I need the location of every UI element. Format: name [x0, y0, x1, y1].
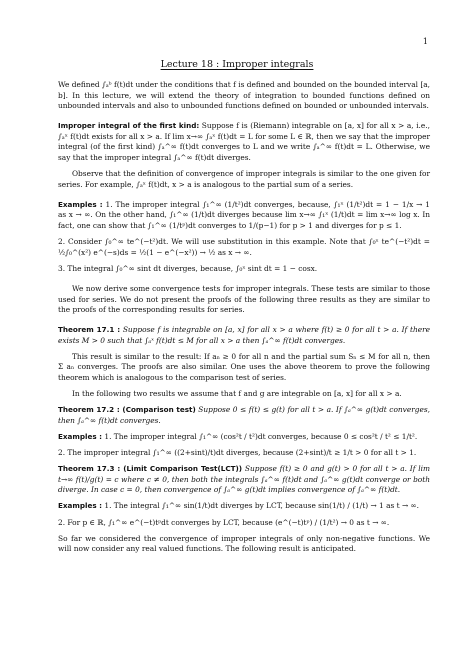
examples-heading-2: Examples : [58, 431, 103, 441]
definition-heading: Improper integral of the first kind: [58, 121, 200, 131]
theorem-17-2 [58, 405, 430, 426]
examples-heading: Examples : [58, 199, 103, 209]
theorem-17-2-heading: Theorem 17.2 : (Comparison test) [58, 405, 196, 415]
example-1-text: 1. The improper integral ∫₁^∞ (1/t²)dt converges, because, ∫₁ˣ (1/t²)dt = 1 − 1/x → 1 as x → ∞. On the other hand, ∫₁^∞ (1/t)dt diverges because lim x→∞ ∫₁ˣ (1/t)dt = lim x→∞ log x. In fact, one can show that ∫₁^∞ (1/tᵖ)dt converges to 1/(p−1) for p > 1 and diverges for p ≤ 1. [58, 199, 430, 231]
tests-paragraph: We now derive some convergence tests for improper integrals. These tests are similar to those used for series. We do not present the proofs of the following three results as they are similar to the proofs of the corresponding results for series. [58, 283, 430, 315]
theorem-17-3 [58, 464, 430, 496]
definition-first-kind [58, 121, 430, 163]
theorem-17-1 [58, 325, 430, 346]
theorem-17-3-text: Suppose f(t) ≥ 0 and g(t) > 0 for all t > a. If lim t→∞ f(t)/g(t) = c where c ≠ 0, then both the integrals ∫ₐ^∞ f(t)dt and ∫ₐ^∞ g(t)dt converge or both diverge. In case c = 0, then convergence of ∫ₐ^∞ g(t)dt implies convergence of ∫ₐ^∞ f(t)dt. [58, 464, 431, 495]
lecture-title-text: Lecture 18 : Improper integrals [160, 59, 314, 70]
intro-paragraph: We defined ∫ₐᵇ f(t)dt under the conditions that f is defined and bounded on the bounded interval [a, b]. In this lecture, we will extend the theory of integration to bounded functions defined on unbounded intervals and also to unbounded functions defined on bounded or unbounded intervals. [58, 80, 430, 111]
example-lct-2: 2. For p ∈ ℝ, ∫₁^∞ e^(−t)tᵖdt converges by LCT, because (e^(−t)tᵖ) / (1/t²) → 0 as t → ∞. [58, 517, 390, 527]
lecture-body [58, 80, 430, 560]
example-3: 3. The integral ∫₀^∞ sint dt diverges, because, ∫₀ˣ sint dt = 1 − cosx. [58, 263, 318, 273]
example-2: 2. Consider ∫₀^∞ te^(−t²)dt. We will use substitution in this example. Note that ∫₀ˣ te^(−t²)dt = ½∫₀^(x²) e^(−s)ds = ½(1 − e^(−x²)) → ½ as x → ∞. [58, 237, 430, 257]
assumption-paragraph: In the following two results we assume that f and g are integrable on [a, x] for all x > a. [72, 389, 402, 399]
page-number: 1 [422, 37, 428, 46]
observation-paragraph: Observe that the definition of convergence of improper integrals is similar to the one given for series. For example, ∫ₐˣ f(t)dt, x > a is analogous to the partial sum of a series. [58, 169, 430, 189]
example-comparison-2: 2. The improper integral ∫₁^∞ ((2+sint)/t)dt diverges, because (2+sint)/t ≥ 1/t > 0 for all t > 1. [58, 448, 417, 458]
example-lct-1: 1. The integral ∫₁^∞ sin(1/t)dt diverges by LCT, because sin(1/t) / (1/t) → 1 as t → ∞. [104, 501, 419, 511]
examples-block-3 [58, 501, 430, 512]
theorem-17-1-text: Suppose f is integrable on [a, x] for all x > a where f(t) ≥ 0 for all t > a. If there exists M > 0 such that ∫ₐˣ f(t)dt ≤ M for all x > a then ∫ₐ^∞ f(t)dt converges. [58, 325, 430, 345]
example-comparison-1: 1. The improper integral ∫₁^∞ (cos²t / t²)dt converges, because 0 ≤ cos²t / t² ≤ 1/t². [104, 431, 418, 441]
theorem-17-1-heading: Theorem 17.1 : [58, 325, 121, 335]
theorem-17-2-text: Suppose 0 ≤ f(t) ≤ g(t) for all t > a. If ∫ₐ^∞ g(t)dt converges, then ∫ₐ^∞ f(t)dt converges. [58, 405, 430, 425]
analogy-paragraph: This result is similar to the result: If aₙ ≥ 0 for all n and the partial sum Sₙ ≤ M for all n, then Σ aₙ converges. The proofs are also similar. One uses the above theorem to prove the following theorem which is analogous to the comparison test of series. [58, 351, 430, 383]
examples-block-1 [58, 200, 430, 232]
lecture-title [0, 59, 474, 70]
theorem-17-3-heading: Theorem 17.3 : (Limit Comparison Test(LCT)) [58, 464, 243, 474]
final-paragraph: So far we considered the convergence of improper integrals of only non-negative functions. We will now consider any real valued functions. The following result is anticipated. [58, 533, 430, 554]
examples-block-2 [58, 432, 430, 443]
definition-text: Suppose f is (Riemann) integrable on [a, x] for all x > a, i.e., ∫ₐˣ f(t)dt exists for all x > a. If lim x→∞ ∫ₐˣ f(t)dt = L for some L ∈ ℝ, then we say that the improper integral (of the first kind) ∫ₐ^∞ f(t)dt converges to L and we write ∫ₐ^∞ f(t)dt = L. Otherwise, we say that the improper integral ∫ₐ^∞ f(t)dt diverges. [58, 121, 430, 163]
examples-heading-3: Examples : [58, 501, 103, 511]
